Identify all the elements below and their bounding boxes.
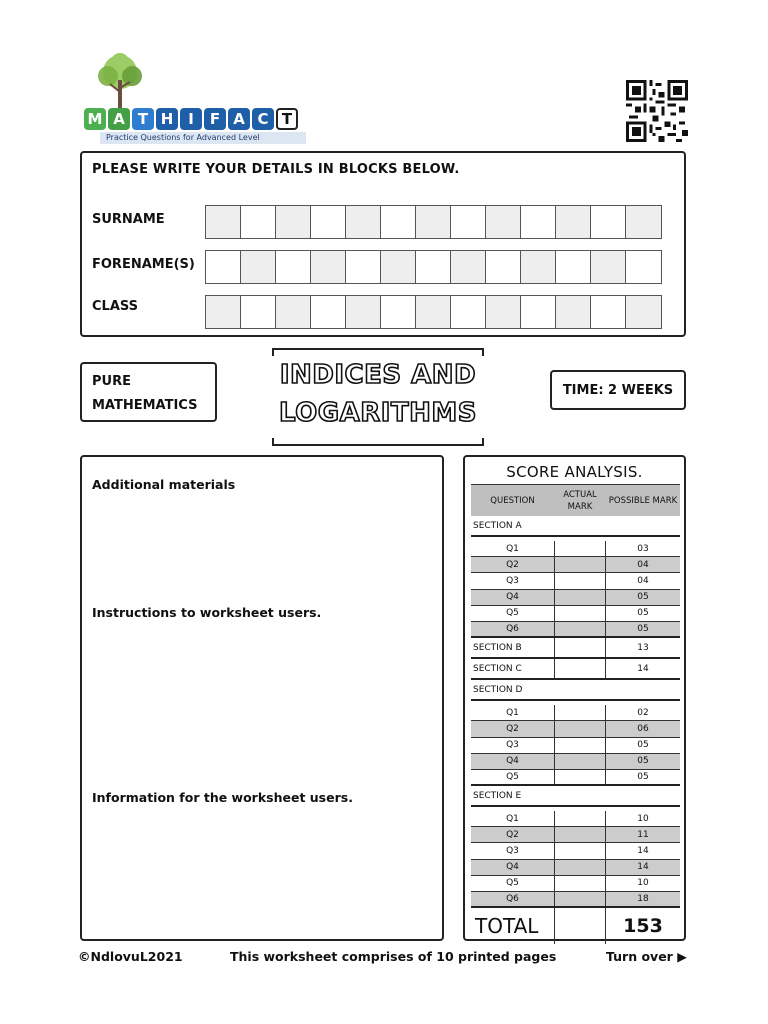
forename-block[interactable] (626, 251, 661, 283)
logo-letters (84, 108, 298, 130)
info-panel (80, 455, 444, 941)
surname-block[interactable] (591, 206, 626, 238)
logo-letter: F (204, 108, 226, 130)
logo-letter: A (108, 108, 130, 130)
forename-block[interactable] (311, 251, 346, 283)
total-value: 153 (623, 915, 663, 938)
forename-block[interactable] (241, 251, 276, 283)
surname-block[interactable] (486, 206, 521, 238)
actual-mark-cell[interactable] (554, 705, 606, 720)
actual-mark-cell[interactable] (554, 721, 606, 736)
score-table-header (471, 484, 680, 516)
actual-mark-cell[interactable] (554, 892, 606, 906)
copyright: ©NdlovuL2021 (78, 949, 183, 964)
table-row: Q1 10 (471, 811, 680, 827)
page-count: This worksheet comprises of 10 printed pages (230, 949, 557, 964)
tree-icon (90, 52, 150, 112)
section-c-row: SECTION C 14 (471, 659, 680, 680)
class-block[interactable] (626, 296, 661, 328)
class-block[interactable] (591, 296, 626, 328)
col-possible-mark: POSSIBLE MARK (608, 495, 678, 506)
actual-mark-cell[interactable] (554, 573, 606, 588)
actual-mark-cell[interactable] (554, 557, 606, 572)
section-a-rows (471, 541, 680, 638)
subject-line-2: MATHEMATICS (92, 398, 198, 413)
subject-box (80, 362, 217, 422)
student-details-box (80, 151, 686, 337)
class-block[interactable] (521, 296, 556, 328)
table-row: Q1 03 (471, 541, 680, 557)
class-block[interactable] (346, 296, 381, 328)
actual-mark-cell[interactable] (554, 811, 606, 826)
table-row: Q6 05 (471, 622, 680, 638)
time-box: TIME: 2 WEEKS (550, 370, 686, 410)
subject-line-1: PURE (92, 374, 131, 389)
table-row: Q3 14 (471, 843, 680, 859)
forename-block[interactable] (556, 251, 591, 283)
section-d-label: SECTION D (471, 680, 680, 701)
surname-blocks[interactable] (205, 205, 662, 239)
actual-mark-cell[interactable] (554, 738, 606, 753)
table-row: Q3 05 (471, 738, 680, 754)
total-actual-cell[interactable] (554, 908, 606, 944)
actual-mark-cell[interactable] (554, 541, 606, 556)
surname-block[interactable] (206, 206, 241, 238)
class-block[interactable] (416, 296, 451, 328)
class-block[interactable] (451, 296, 486, 328)
additional-materials-label: Additional materials (92, 477, 236, 492)
table-row: Q5 05 (471, 606, 680, 622)
logo-letter: T (132, 108, 154, 130)
surname-block[interactable] (416, 206, 451, 238)
surname-block[interactable] (556, 206, 591, 238)
forename-blocks[interactable] (205, 250, 662, 284)
logo-letter: A (228, 108, 250, 130)
surname-label: SURNAME (92, 212, 165, 227)
logo-letter: H (156, 108, 178, 130)
section-e-label: SECTION E (471, 786, 680, 807)
actual-mark-cell[interactable] (554, 606, 606, 621)
class-block[interactable] (311, 296, 346, 328)
forename-block[interactable] (346, 251, 381, 283)
surname-block[interactable] (311, 206, 346, 238)
actual-mark-cell[interactable] (554, 590, 606, 605)
qr-code-icon (626, 80, 688, 142)
actual-mark-cell[interactable] (554, 638, 606, 657)
forename-block[interactable] (276, 251, 311, 283)
class-blocks[interactable] (205, 295, 662, 329)
table-row: Q5 05 (471, 770, 680, 786)
forename-block[interactable] (521, 251, 556, 283)
forename-block[interactable] (451, 251, 486, 283)
surname-block[interactable] (451, 206, 486, 238)
forename-block[interactable] (591, 251, 626, 283)
class-block[interactable] (486, 296, 521, 328)
section-a-label: SECTION A (471, 516, 680, 537)
actual-mark-cell[interactable] (554, 659, 606, 678)
actual-mark-cell[interactable] (554, 876, 606, 891)
surname-block[interactable] (626, 206, 661, 238)
class-block[interactable] (381, 296, 416, 328)
class-block[interactable] (241, 296, 276, 328)
table-row: Q2 06 (471, 721, 680, 737)
actual-mark-cell[interactable] (554, 622, 606, 636)
table-row: Q6 18 (471, 892, 680, 908)
title-bracket-bottom (272, 438, 484, 446)
mathifact-logo (84, 52, 314, 146)
class-block[interactable] (206, 296, 241, 328)
forename-block[interactable] (206, 251, 241, 283)
actual-mark-cell[interactable] (554, 843, 606, 858)
instructions-label: Instructions to worksheet users. (92, 605, 322, 620)
total-label: TOTAL (475, 914, 539, 939)
surname-block[interactable] (241, 206, 276, 238)
table-row: Q2 04 (471, 557, 680, 573)
actual-mark-cell[interactable] (554, 770, 606, 784)
title-line-2: LOGARITHMS (279, 398, 477, 428)
logo-letter: I (180, 108, 202, 130)
details-heading: PLEASE WRITE YOUR DETAILS IN BLOCKS BELOW. (92, 162, 460, 177)
title-bracket-top (272, 348, 484, 356)
logo-tagline: Practice Questions for Advanced Level (100, 132, 306, 144)
score-analysis-title: SCORE ANALYSIS. (506, 463, 643, 481)
surname-block[interactable] (346, 206, 381, 238)
surname-block[interactable] (521, 206, 556, 238)
forename-label: FORENAME(S) (92, 257, 195, 272)
worksheet-title (272, 348, 484, 446)
surname-block[interactable] (381, 206, 416, 238)
section-e-rows (471, 811, 680, 908)
class-block[interactable] (276, 296, 311, 328)
class-block[interactable] (556, 296, 591, 328)
table-row: Q4 05 (471, 590, 680, 606)
score-table (471, 484, 680, 944)
surname-block[interactable] (276, 206, 311, 238)
score-analysis-panel (463, 455, 686, 941)
col-question: QUESTION (490, 495, 535, 506)
table-row: Q4 05 (471, 754, 680, 770)
col-actual-mark: ACTUAL MARK (563, 489, 597, 512)
section-b-row: SECTION B 13 (471, 638, 680, 659)
forename-block[interactable] (486, 251, 521, 283)
logo-letter: M (84, 108, 106, 130)
class-label: CLASS (92, 299, 139, 314)
actual-mark-cell[interactable] (554, 827, 606, 842)
total-row (471, 908, 680, 944)
information-label: Information for the worksheet users. (92, 790, 353, 805)
forename-block[interactable] (381, 251, 416, 283)
table-row: Q3 04 (471, 573, 680, 589)
table-row: Q1 02 (471, 705, 680, 721)
title-line-1: INDICES AND (279, 360, 477, 390)
table-row: Q2 11 (471, 827, 680, 843)
logo-letter: T (276, 108, 298, 130)
turn-over: Turn over ▶ (606, 949, 687, 964)
table-row: Q5 10 (471, 876, 680, 892)
forename-block[interactable] (416, 251, 451, 283)
section-d-rows (471, 705, 680, 786)
actual-mark-cell[interactable] (554, 860, 606, 875)
table-row: Q4 14 (471, 860, 680, 876)
logo-letter: C (252, 108, 274, 130)
actual-mark-cell[interactable] (554, 754, 606, 769)
